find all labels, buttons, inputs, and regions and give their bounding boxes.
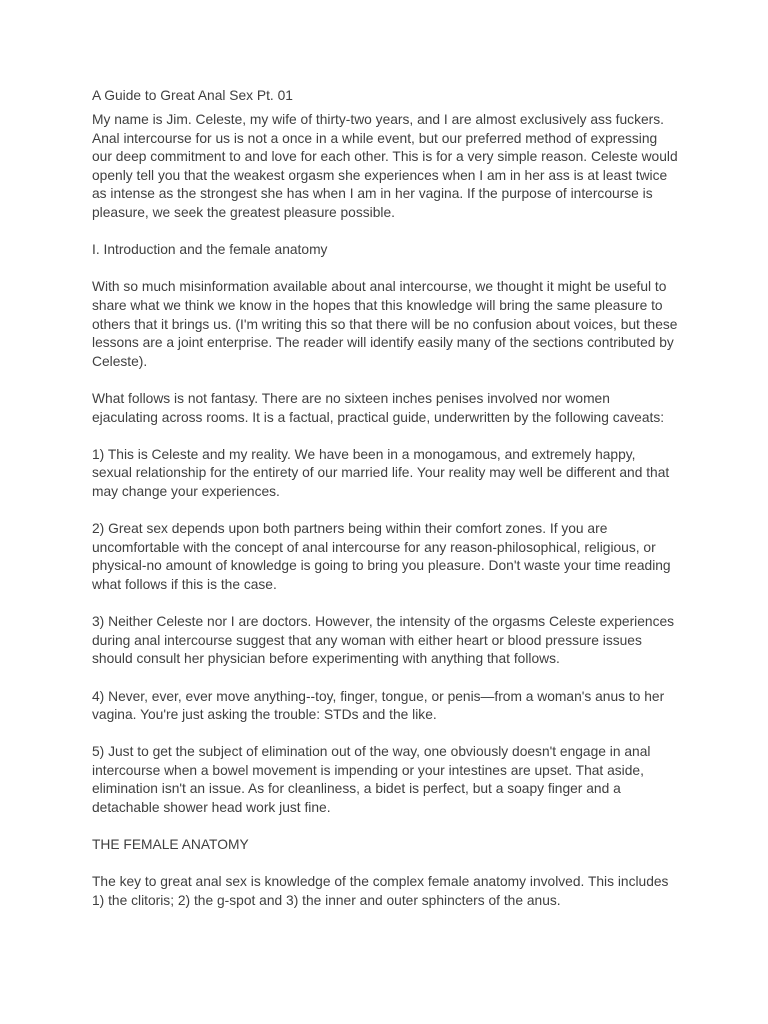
- paragraph: [92, 390, 698, 427]
- text-line: 2) Great sex depends upon both partners being within their comfort zones. If you are: [92, 521, 608, 537]
- document-heading: [92, 836, 698, 855]
- text-line: should consult her physician before experimenting with anything that follows.: [92, 651, 560, 667]
- text-line: during anal intercourse suggest that any woman with either heart or blood pressure issues: [92, 632, 642, 648]
- text-line: With so much misinformation available about anal intercourse, we thought it might be useful to: [92, 279, 667, 295]
- paragraph: [92, 520, 698, 594]
- text-line: others that it brings us. (I'm writing this so that there will be no confusion about voices, but these: [92, 316, 678, 332]
- paragraph: [92, 873, 698, 910]
- paragraph: [92, 613, 698, 669]
- paragraph: [92, 688, 698, 725]
- text-line: 3) Neither Celeste nor I are doctors. However, the intensity of the orgasms Celeste experiences: [92, 614, 675, 630]
- text-line: 4) Never, ever, ever move anything--toy, finger, tongue, or penis—from a woman's anus to her: [92, 688, 665, 704]
- text-line: intercourse when a bowel movement is impending or your intestines are upset. That aside,: [92, 762, 644, 778]
- text-line: THE FEMALE ANATOMY: [92, 837, 249, 853]
- text-line: sexual relationship for the entirety of our married life. Your reality may well be different and that: [92, 465, 670, 481]
- text-line: 1) This is Celeste and my reality. We have been in a monogamous, and extremely happy,: [92, 446, 636, 462]
- text-line: The key to great anal sex is knowledge of the complex female anatomy involved. This includes: [92, 874, 669, 890]
- text-line: what follows if this is the case.: [92, 576, 277, 592]
- text-line: A Guide to Great Anal Sex Pt. 01: [92, 88, 293, 103]
- text-line: detachable shower head work just fine.: [92, 800, 331, 816]
- document-heading: [92, 241, 698, 260]
- text-line: share what we think we know in the hopes that this knowledge will bring the same pleasure to: [92, 298, 663, 314]
- paragraph: [92, 446, 698, 502]
- text-line: openly tell you that the weakest orgasm she experiences when I am in her ass is at least twice: [92, 167, 668, 183]
- text-line: may change your experiences.: [92, 483, 280, 499]
- paragraph: [92, 278, 698, 371]
- text-line: pleasure, we seek the greatest pleasure possible.: [92, 205, 395, 221]
- text-line: 1) the clitoris; 2) the g-spot and 3) the inner and outer sphincters of the anus.: [92, 893, 561, 909]
- text-line: What follows is not fantasy. There are no sixteen inches penises involved nor women: [92, 391, 610, 406]
- text-line: elimination isn't an issue. As for cleanliness, a bidet is perfect, but a soapy finger and a: [92, 781, 621, 797]
- paragraph: [92, 111, 698, 223]
- document-text: [92, 87, 698, 929]
- text-line: I. Introduction and the female anatomy: [92, 242, 328, 258]
- text-line: lessons are a joint enterprise. The reader will identify easily many of the sections contributed by: [92, 335, 674, 351]
- text-line: ejaculating across rooms. It is a factual, practical guide, underwritten by the following caveats:: [92, 409, 665, 425]
- text-line: uncomfortable with the concept of anal intercourse for any reason-philosophical, religious, or: [92, 539, 656, 555]
- text-line: 5) Just to get the subject of elimination out of the way, one obviously doesn't engage in anal: [92, 744, 651, 760]
- paragraph: [92, 743, 698, 817]
- text-line: as intense as the strongest she has when I am in her vagina. If the purpose of intercourse is: [92, 186, 653, 202]
- text-line: Anal intercourse for us is not a once in a while event, but our preferred method of expressing: [92, 130, 658, 146]
- text-line: vagina. You're just asking the trouble: STDs and the like.: [92, 707, 437, 723]
- text-line: physical-no amount of knowledge is going to bring you pleasure. Don't waste your time reading: [92, 558, 671, 574]
- document-title: [92, 87, 698, 106]
- text-line: My name is Jim. Celeste, my wife of thirty-two years, and I are almost exclusively ass fuckers.: [92, 112, 664, 128]
- text-line: Celeste).: [92, 353, 148, 369]
- text-line: our deep commitment to and love for each other. This is for a very simple reason. Celeste would: [92, 149, 678, 165]
